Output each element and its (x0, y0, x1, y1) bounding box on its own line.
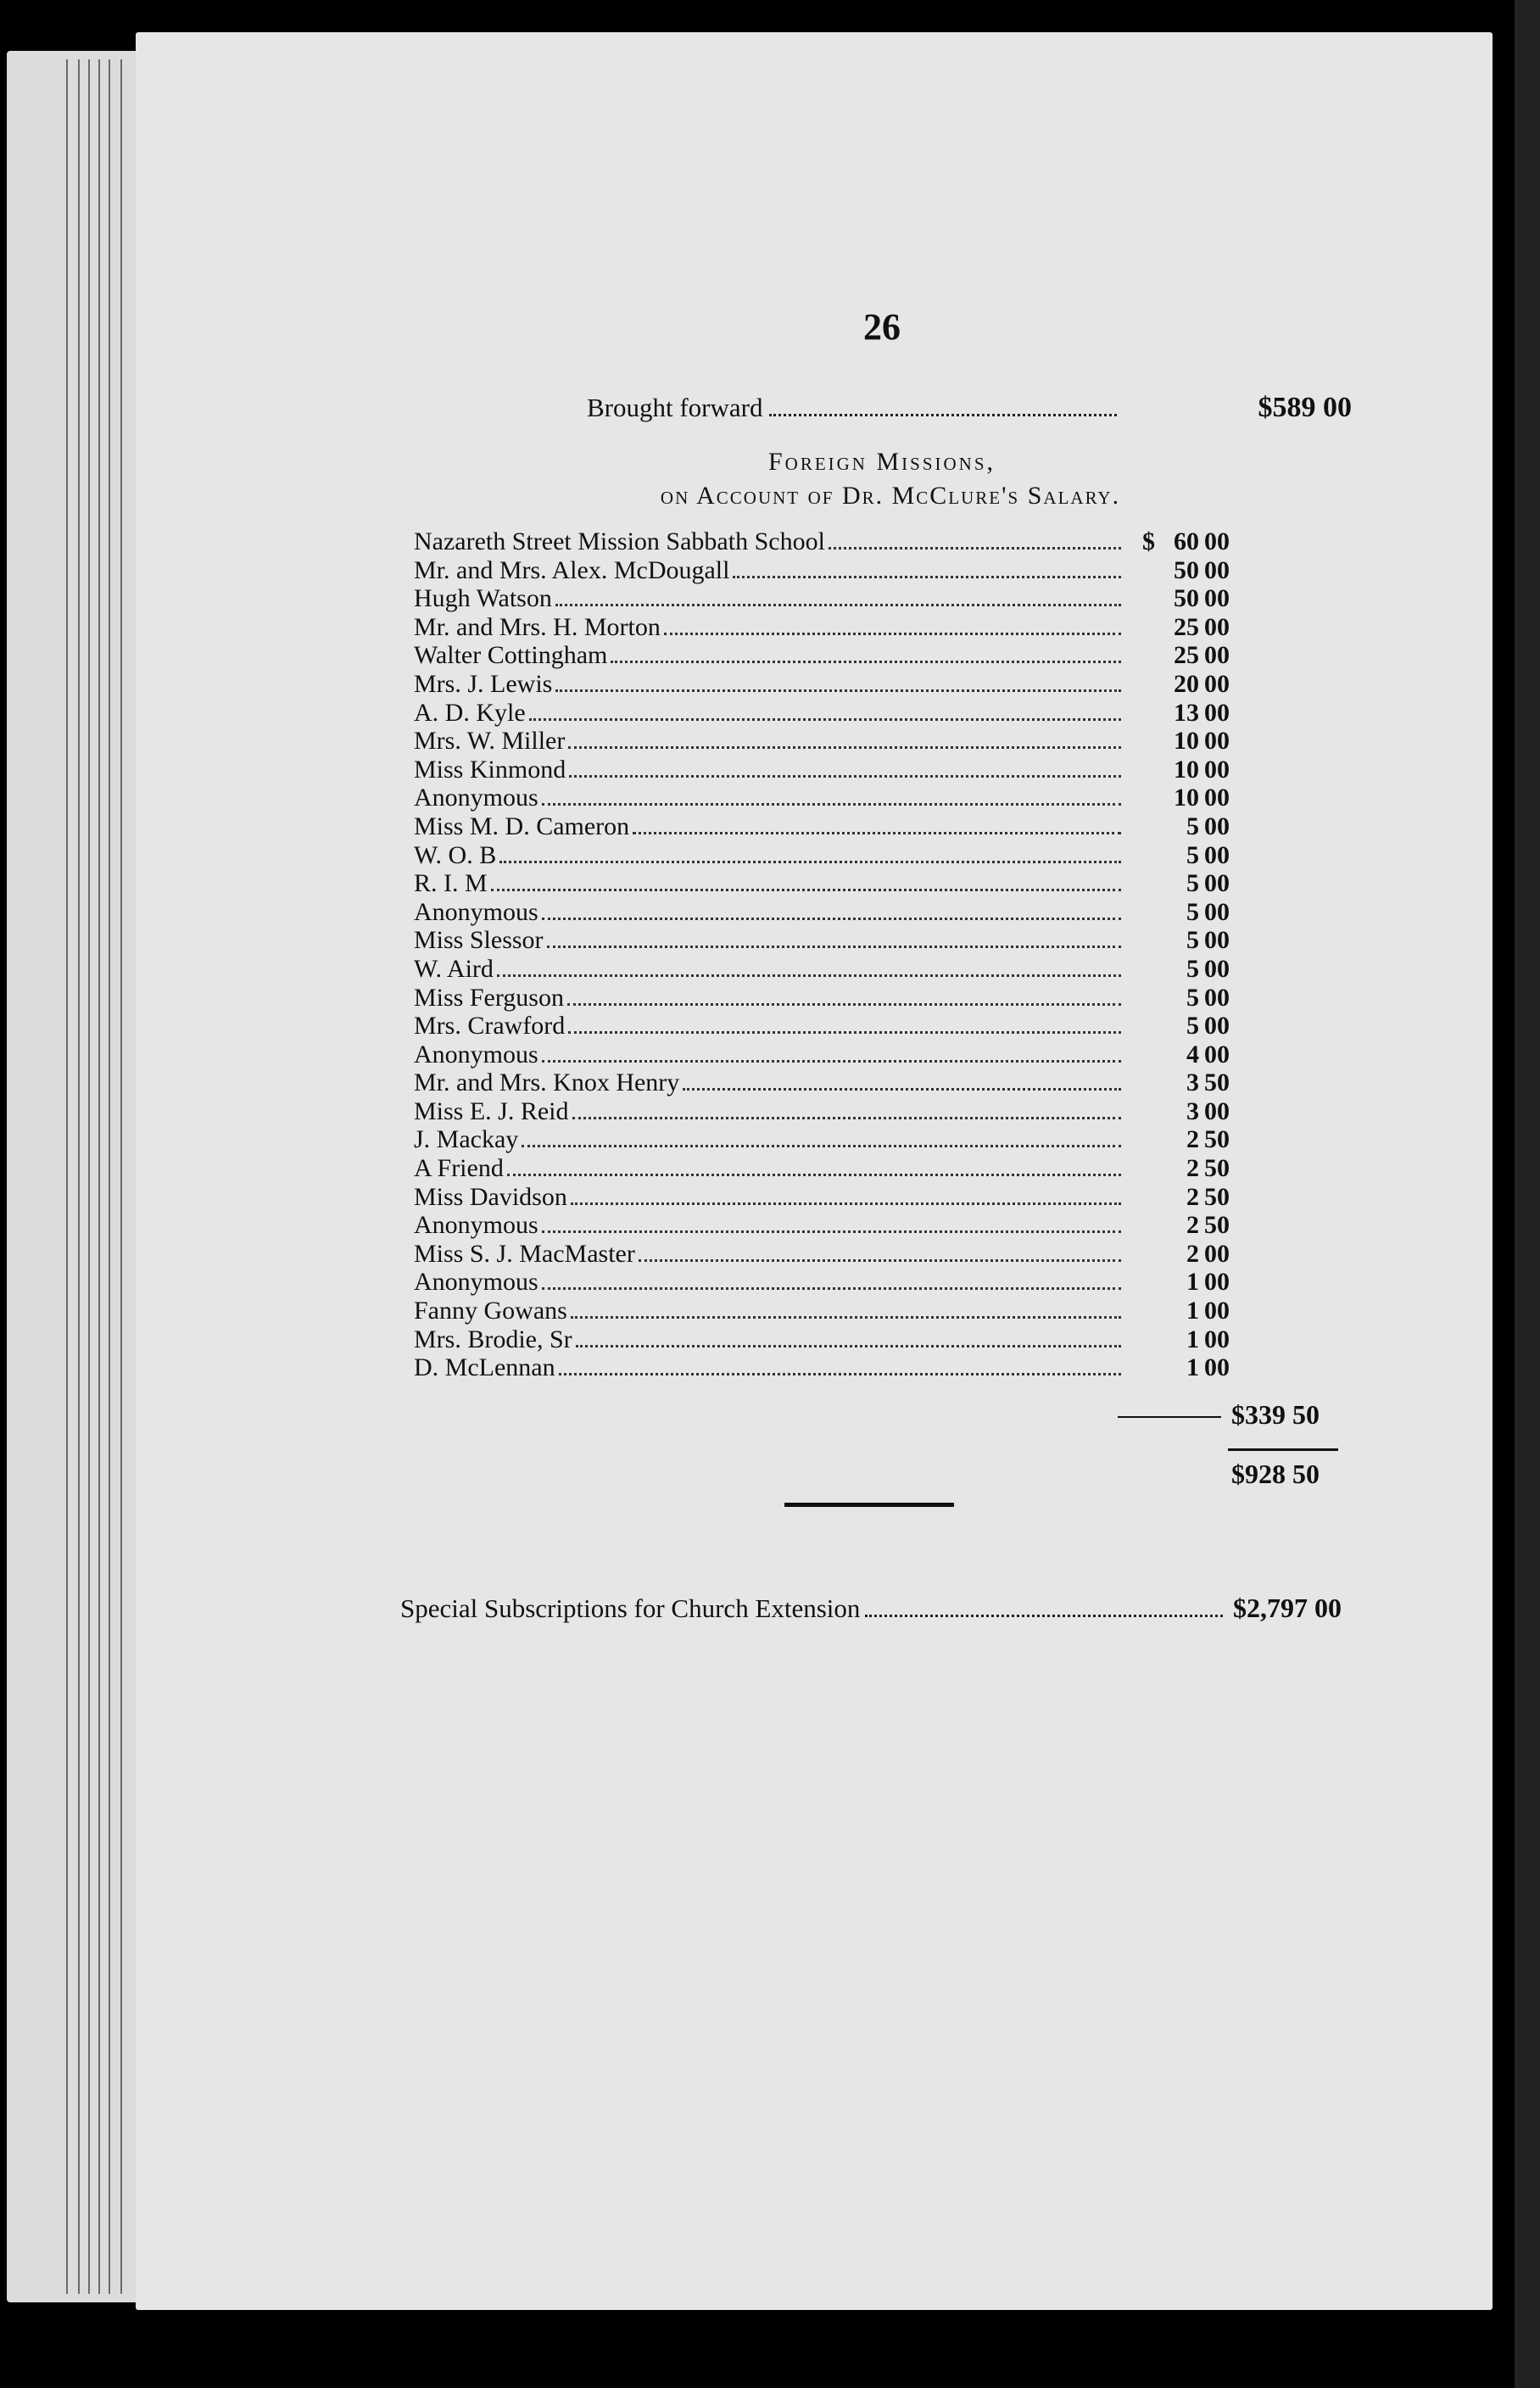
subscription-list (414, 527, 1245, 1382)
amount-dollars: 5 (1186, 983, 1199, 1012)
amount-cents: 00 (1204, 840, 1230, 869)
amount-cents: 50 (1204, 1154, 1230, 1183)
list-item (414, 613, 1245, 642)
amount-dollars: 10 (1174, 755, 1199, 784)
amount-cents: 00 (1204, 669, 1230, 698)
leader-dots (547, 946, 1121, 948)
amount-cents: 50 (1204, 1125, 1230, 1154)
amount-cents: 00 (1204, 1239, 1230, 1268)
donor-name: Miss Ferguson (414, 983, 564, 1012)
amount-cents: 00 (1204, 1040, 1230, 1068)
leader-dots (576, 1345, 1121, 1347)
leader-dots (542, 1060, 1121, 1063)
donor-name: Nazareth Street Mission Sabbath School (414, 527, 825, 555)
total-amount: $928 50 (1231, 1459, 1320, 1489)
amount-cents: 00 (1204, 698, 1230, 727)
list-item (414, 869, 1245, 898)
leader-dots (497, 974, 1121, 977)
amount-cents: 00 (1204, 755, 1230, 784)
leader-dots (633, 832, 1121, 834)
donor-name: A Friend (414, 1154, 504, 1183)
list-item (414, 784, 1245, 812)
list-item (414, 584, 1245, 613)
amount-dollars: 1 (1186, 1353, 1199, 1382)
list-item (414, 1268, 1245, 1297)
amount-dollars: 2 (1186, 1182, 1199, 1211)
amount-dollars: 10 (1174, 727, 1199, 756)
amount-dollars: 5 (1186, 812, 1199, 840)
leader-dots (769, 414, 1117, 416)
amount-dollars: 3 (1186, 1096, 1199, 1125)
leader-dots (567, 1003, 1121, 1006)
total-rule (1228, 1448, 1338, 1451)
donor-name: Mrs. Crawford (414, 1012, 566, 1041)
amount-cents: 00 (1204, 897, 1230, 926)
leader-dots (572, 1117, 1121, 1119)
amount-cents: 00 (1204, 727, 1230, 756)
list-item (414, 1325, 1245, 1354)
amount-dollars: 2 (1186, 1239, 1199, 1268)
amount-dollars: 13 (1174, 698, 1199, 727)
donor-name: Miss M. D. Cameron (414, 812, 630, 840)
leader-dots (507, 1174, 1121, 1176)
brought-forward-line (587, 392, 1359, 424)
donor-name: Miss Davidson (414, 1182, 567, 1211)
list-item (414, 1240, 1245, 1269)
leader-dots (542, 1287, 1121, 1290)
subtotal-rule (1118, 1416, 1221, 1418)
donor-name: W. Aird (414, 954, 494, 983)
amount-dollars: 50 (1174, 584, 1199, 613)
donor-name: Fanny Gowans (414, 1297, 567, 1325)
leader-dots (611, 661, 1121, 663)
list-item (414, 1068, 1245, 1097)
leader-dots (529, 718, 1121, 721)
leader-dots (639, 1259, 1121, 1262)
list-item (414, 727, 1245, 756)
special-subscriptions-line (400, 1593, 1342, 1624)
leader-dots (542, 1230, 1121, 1233)
donor-name: J. Mackay (414, 1125, 519, 1154)
donor-name: Anonymous (414, 897, 538, 926)
section-title: Foreign Missions, (767, 448, 996, 476)
amount-cents: 00 (1204, 555, 1230, 584)
amount-cents: 00 (1204, 954, 1230, 983)
donor-name: Mr. and Mrs. H. Morton (414, 612, 661, 641)
donor-name: Mr. and Mrs. Knox Henry (414, 1068, 680, 1097)
leader-dots (865, 1615, 1223, 1617)
list-item (414, 898, 1245, 927)
amount-dollars: 10 (1174, 784, 1199, 812)
leader-dots (568, 746, 1121, 749)
donor-name: Anonymous (414, 1268, 538, 1297)
subtotal-amount: $339 50 (1231, 1399, 1320, 1430)
special-subscriptions-amount: $2,797 00 (1233, 1593, 1342, 1623)
amount-cents: 50 (1204, 1068, 1230, 1097)
brought-forward-amount: $589 00 (1258, 392, 1352, 423)
amount-dollars: 25 (1174, 612, 1199, 641)
amount-cents: 00 (1204, 869, 1230, 898)
amount-dollars: 2 (1186, 1125, 1199, 1154)
list-item (414, 955, 1245, 984)
donor-name: D. McLennan (414, 1353, 555, 1382)
amount-cents: 00 (1204, 612, 1230, 641)
leader-dots (555, 689, 1121, 692)
leader-dots (571, 1202, 1121, 1205)
list-item (414, 641, 1245, 670)
donor-name: R. I. M (414, 869, 488, 898)
donor-name: Miss Kinmond (414, 755, 566, 784)
donor-name: Mrs. Brodie, Sr (414, 1325, 572, 1353)
list-item (414, 756, 1245, 784)
list-item (414, 1012, 1245, 1041)
leader-dots (499, 861, 1121, 863)
amount-dollars: 20 (1174, 669, 1199, 698)
list-item (414, 527, 1245, 556)
donor-name: Miss S. J. MacMaster (414, 1239, 635, 1268)
leader-dots (491, 889, 1121, 891)
amount-cents: 50 (1204, 1211, 1230, 1240)
amount-cents: 00 (1204, 1353, 1230, 1382)
list-item (414, 1041, 1245, 1069)
leader-dots (522, 1145, 1121, 1147)
leader-dots (568, 1031, 1121, 1034)
amount-dollars: 1 (1186, 1325, 1199, 1353)
leader-dots (559, 1373, 1121, 1375)
donor-name: Mr. and Mrs. Alex. McDougall (414, 555, 730, 584)
donor-name: Anonymous (414, 1211, 538, 1240)
amount-dollars: 3 (1186, 1068, 1199, 1097)
list-item (414, 556, 1245, 585)
list-item (414, 984, 1245, 1013)
amount-cents: 00 (1204, 812, 1230, 840)
amount-cents: 00 (1204, 1297, 1230, 1325)
list-item (414, 1211, 1245, 1240)
amount-cents: 00 (1204, 584, 1230, 613)
book-page-edges (7, 51, 142, 2302)
leader-dots (733, 576, 1121, 578)
amount-dollars: 5 (1186, 1012, 1199, 1041)
leader-dots (571, 1316, 1121, 1319)
list-item (414, 1297, 1245, 1325)
amount-dollars: 60 (1174, 527, 1199, 555)
amount-cents: 00 (1204, 1325, 1230, 1353)
amount-dollars: 5 (1186, 897, 1199, 926)
amount-cents: 00 (1204, 926, 1230, 955)
amount-dollars: 5 (1186, 926, 1199, 955)
amount-dollars: 1 (1186, 1297, 1199, 1325)
amount-dollars: 5 (1186, 869, 1199, 898)
amount-cents: 00 (1204, 784, 1230, 812)
leader-dots (569, 775, 1121, 778)
donor-name: Mrs. W. Miller (414, 727, 566, 756)
amount-dollars: 50 (1174, 555, 1199, 584)
brought-forward-label: Brought forward (587, 393, 763, 422)
donor-name: Walter Cottingham (414, 641, 608, 670)
scan-border (1515, 0, 1540, 2388)
amount-dollars: 5 (1186, 954, 1199, 983)
amount-dollars: 2 (1186, 1211, 1199, 1240)
donor-name: A. D. Kyle (414, 698, 526, 727)
amount-cents: 50 (1204, 1182, 1230, 1211)
list-item (414, 1125, 1245, 1154)
amount-dollars: 5 (1186, 840, 1199, 869)
leader-dots (829, 547, 1121, 550)
leader-dots (664, 633, 1121, 635)
list-item (414, 699, 1245, 728)
amount-cents: 00 (1204, 641, 1230, 670)
leader-dots (542, 918, 1121, 920)
donor-name: Miss Slessor (414, 926, 544, 955)
amount-cents: 00 (1204, 1096, 1230, 1125)
list-item (414, 1097, 1245, 1126)
list-item (414, 1353, 1245, 1382)
amount-dollars: 25 (1174, 641, 1199, 670)
list-item (414, 812, 1245, 841)
amount-cents: 00 (1204, 1012, 1230, 1041)
leader-dots (542, 803, 1121, 806)
donor-name: Anonymous (414, 784, 538, 812)
donor-name: Miss E. J. Reid (414, 1096, 569, 1125)
section-subtitle: on Account of Dr. McClure's Salary. (660, 482, 1121, 510)
amount-dollars: 1 (1186, 1268, 1199, 1297)
donor-name: Hugh Watson (414, 584, 552, 613)
dollar-sign: $ (1142, 527, 1155, 555)
leader-dots (683, 1088, 1121, 1091)
list-item (414, 670, 1245, 699)
list-item (414, 1183, 1245, 1212)
amount-cents: 00 (1204, 527, 1230, 555)
amount-cents: 00 (1204, 1268, 1230, 1297)
list-item (414, 841, 1245, 870)
donor-name: Anonymous (414, 1040, 538, 1068)
donor-name: W. O. B (414, 840, 497, 869)
list-item (414, 926, 1245, 955)
section-divider (784, 1503, 954, 1507)
special-subscriptions-label: Special Subscriptions for Church Extension (400, 1593, 861, 1623)
amount-dollars: 2 (1186, 1154, 1199, 1183)
donor-name: Mrs. J. Lewis (414, 669, 553, 698)
amount-cents: 00 (1204, 983, 1230, 1012)
page-number: 26 (863, 306, 901, 348)
amount-dollars: 4 (1186, 1040, 1199, 1068)
leader-dots (555, 604, 1121, 606)
list-item (414, 1154, 1245, 1183)
